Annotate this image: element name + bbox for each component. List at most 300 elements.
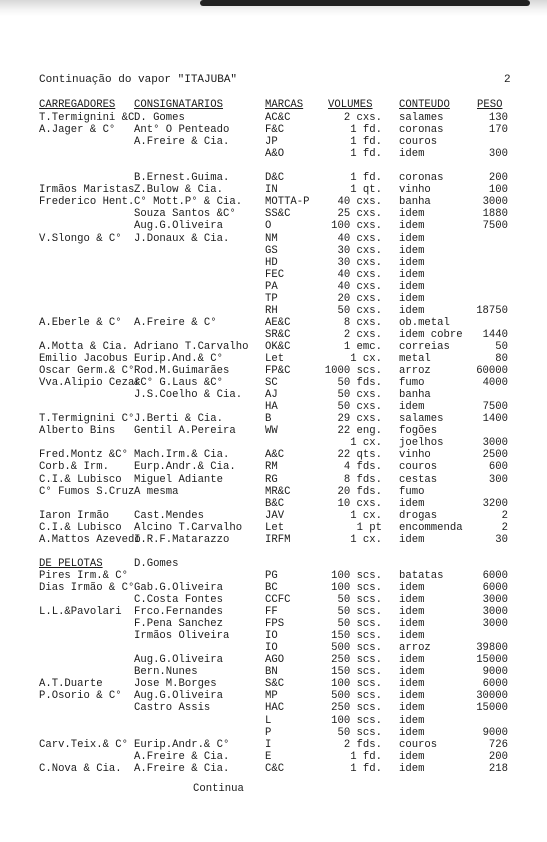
cell-volume: 100 scs.	[331, 581, 382, 594]
cell-consignatario: Miguel Adiante	[134, 473, 224, 486]
cell-consignatario: Adriano T.Carvalho	[134, 340, 249, 353]
table-row	[0, 329, 547, 341]
cell-volume: 20 cxs.	[337, 292, 382, 305]
cell-peso: 218	[488, 762, 508, 775]
cell-marca: S&C	[265, 678, 285, 691]
cell-volume: 30 cxs.	[337, 256, 382, 269]
cell-marca: FPS	[265, 618, 285, 631]
cell-marca: B	[265, 413, 272, 426]
cell-conteudo: idem	[399, 148, 425, 161]
page-number: 2	[504, 74, 511, 86]
cell-consignatario: Frco.Fernandes	[134, 606, 224, 619]
column-header-consignatarios: CONSIGNATARIOS	[134, 99, 224, 111]
table-row	[0, 474, 547, 486]
table-row	[0, 160, 547, 172]
cell-conteudo: correias	[399, 340, 450, 353]
cell-conteudo: arroz	[399, 642, 431, 655]
cell-volume: 1 emc.	[343, 340, 382, 353]
cell-peso: 200	[488, 172, 508, 185]
cell-carregador: Irmãos Maristas	[39, 184, 135, 197]
cell-peso: 726	[488, 738, 508, 751]
cell-conteudo: idem	[399, 714, 425, 727]
cell-carregador: A.Jager & C°	[39, 124, 116, 137]
cell-conteudo: vinho	[399, 184, 431, 197]
cell-carregador: Alberto Bins	[39, 425, 116, 438]
cell-peso: 9000	[482, 666, 508, 679]
cell-conteudo: encommenda	[399, 521, 463, 534]
table-row	[0, 401, 547, 413]
cell-carregador: DE PELOTAS	[39, 557, 103, 570]
cell-carregador: A.Eberle & C°	[39, 316, 122, 329]
cell-peso: 60000	[476, 365, 508, 378]
cell-marca: O	[265, 220, 272, 233]
cell-consignatario: F.Pena Sanchez	[134, 618, 224, 631]
cell-conteudo: cestas	[399, 473, 438, 486]
column-header-volumes: VOLUMES	[328, 99, 373, 111]
table-row	[0, 413, 547, 425]
cell-marca: RG	[265, 473, 278, 486]
cell-marca: TP	[265, 292, 278, 305]
cell-volume: 29 cxs.	[337, 413, 382, 426]
cell-conteudo: idem	[399, 618, 425, 631]
cell-marca: E	[265, 750, 272, 763]
cell-marca: PG	[265, 569, 278, 582]
page-title: Continuação do vapor "ITAJUBA"	[39, 74, 238, 86]
cell-conteudo: idem	[399, 594, 425, 606]
cell-volume: 20 fds.	[337, 485, 382, 498]
cell-volume: 50 fds.	[337, 377, 382, 390]
cell-volume: 250 scs.	[331, 702, 382, 715]
cell-volume: 40 cxs.	[337, 280, 382, 293]
table-row	[0, 582, 547, 594]
cell-volume: 1 fd.	[350, 750, 382, 763]
cell-peso: 7500	[482, 220, 508, 233]
cell-peso: 170	[488, 124, 508, 137]
cell-carregador: Vva.Alipio Cezar	[39, 377, 141, 390]
cell-volume: 1 qt.	[350, 184, 382, 197]
cell-peso: 3200	[482, 497, 508, 510]
cell-marca: Let	[265, 353, 285, 365]
cell-conteudo: idem	[399, 292, 425, 305]
cell-volume: 50 cxs.	[337, 389, 382, 402]
cell-carregador: P.Osorio & C°	[39, 690, 122, 703]
table-row	[0, 196, 547, 208]
cell-volume: 250 scs.	[331, 654, 382, 667]
cell-conteudo: coronas	[399, 124, 444, 137]
table-row	[0, 678, 547, 690]
cell-carregador: C° Fumos S.Cruz	[39, 485, 135, 498]
cell-marca: Let	[265, 521, 285, 534]
cell-volume: 50 cxs.	[337, 304, 382, 317]
cell-carregador: C.I.& Lubisco	[39, 473, 122, 486]
cell-conteudo: idem	[399, 220, 425, 233]
cell-conteudo: idem	[399, 208, 425, 221]
cell-volume: 22 qts.	[337, 449, 382, 462]
cell-conteudo: idem	[399, 762, 425, 775]
cell-volume: 8 fds.	[343, 473, 382, 486]
cell-consignatario: J.Berti & Cia.	[134, 413, 224, 426]
cell-conteudo: idem	[399, 666, 425, 679]
cell-conteudo: idem	[399, 690, 425, 703]
cell-volume: 40 cxs.	[337, 196, 382, 209]
cell-consignatario: C.Costa Fontes	[134, 594, 224, 606]
cell-conteudo: idem	[399, 630, 425, 643]
cell-marca: AC&C	[265, 112, 291, 124]
table-row	[0, 702, 547, 714]
cell-volume: 100 scs.	[331, 569, 382, 582]
table-row	[0, 281, 547, 293]
table-row	[0, 534, 547, 546]
cell-consignatario: C° Mott.P° & Cia.	[134, 196, 243, 209]
cell-volume: 4 fds.	[343, 461, 382, 474]
cell-conteudo: idem cobre	[399, 328, 463, 341]
table-row	[0, 449, 547, 461]
cell-volume: 40 cxs.	[337, 268, 382, 281]
column-header-marcas: MARCAS	[265, 99, 304, 111]
cell-marca: FF	[265, 606, 278, 619]
cell-peso: 15000	[476, 702, 508, 715]
cell-consignatario: Irmãos Oliveira	[134, 630, 230, 643]
cell-consignatario: Eurip.And.& C°	[134, 353, 224, 365]
cell-volume: 150 scs.	[331, 630, 382, 643]
table-row	[0, 570, 547, 582]
column-header-carregadores: CARREGADORES	[39, 99, 116, 111]
cell-conteudo: ob.metal	[399, 316, 450, 329]
table-row	[0, 618, 547, 630]
cell-carregador: V.Slongo & C°	[39, 232, 122, 245]
cell-peso: 3000	[482, 196, 508, 209]
table-row	[0, 666, 547, 678]
cell-peso: 30	[495, 533, 508, 546]
cell-consignatario: Gab.G.Oliveira	[134, 581, 224, 594]
cell-volume: 50 scs.	[337, 726, 382, 739]
table-row	[0, 546, 547, 558]
cell-marca: SR&C	[265, 328, 291, 341]
cell-peso: 300	[488, 148, 508, 161]
cell-carregador: Emilio Jacobus	[39, 353, 129, 365]
table-row	[0, 257, 547, 269]
cell-carregador: C.Nova & Cia.	[39, 762, 122, 775]
cell-marca: FEC	[265, 268, 285, 281]
cell-peso: 1440	[482, 328, 508, 341]
cell-volume: 50 scs.	[337, 606, 382, 619]
cell-conteudo: couros	[399, 738, 438, 751]
cell-peso: 2500	[482, 449, 508, 462]
table-row	[0, 208, 547, 220]
cell-peso: 600	[488, 461, 508, 474]
cell-consignatario: Bern.Nunes	[134, 666, 198, 679]
cell-volume: 50 scs.	[337, 594, 382, 606]
cell-marca: F&C	[265, 124, 285, 137]
cell-carregador: Frederico Hent.	[39, 196, 135, 209]
cell-marca: AE&C	[265, 316, 291, 329]
cell-volume: 150 scs.	[331, 666, 382, 679]
table-row	[0, 437, 547, 449]
cell-conteudo: idem	[399, 268, 425, 281]
table-row	[0, 112, 547, 124]
table-row	[0, 510, 547, 522]
cell-conteudo: fumo	[399, 485, 425, 498]
table-row	[0, 606, 547, 618]
cell-volume: 100 cxs.	[331, 220, 382, 233]
table-row	[0, 630, 547, 642]
cell-marca: HD	[265, 256, 278, 269]
cell-peso: 3000	[482, 606, 508, 619]
cell-peso: 18750	[476, 304, 508, 317]
cell-peso: 130	[488, 112, 508, 124]
table-row	[0, 751, 547, 763]
cell-consignatario: J.Donaux & Cia.	[134, 232, 230, 245]
cell-carregador: A.Motta & Cia.	[39, 340, 129, 353]
table-row	[0, 245, 547, 257]
column-header-peso: PESO	[477, 99, 503, 111]
cell-consignatario: Alcino T.Carvalho	[134, 521, 243, 534]
cell-peso: 6000	[482, 581, 508, 594]
cell-volume: 1 fd.	[350, 172, 382, 185]
cell-volume: 2 cxs.	[343, 328, 382, 341]
cell-carregador: T.Termignini &C	[39, 112, 135, 124]
cell-consignatario: Aug.G.Oliveira	[134, 654, 224, 667]
cell-volume: 1 cx.	[350, 509, 382, 522]
cell-peso: 6000	[482, 678, 508, 691]
cell-marca: P	[265, 726, 272, 739]
cell-peso: 7500	[482, 401, 508, 414]
cell-carregador: Fred.Montz &C°	[39, 449, 129, 462]
cell-conteudo: idem	[399, 497, 425, 510]
cell-volume: 1 fd.	[350, 136, 382, 149]
cell-consignatario: Aug.G.Oliveira	[134, 690, 224, 703]
cell-consignatario: A.Freire & Cia.	[134, 762, 230, 775]
cell-consignatario: I.R.F.Matarazzo	[134, 533, 230, 546]
cell-peso: 100	[488, 184, 508, 197]
cell-volume: 8 cxs.	[343, 316, 382, 329]
cell-conteudo: banha	[399, 196, 431, 209]
cell-consignatario: Rod.M.Guimarães	[134, 365, 230, 378]
cell-marca: C&C	[265, 762, 285, 775]
cell-consignatario: Eurp.Andr.& Cia.	[134, 461, 236, 474]
cell-consignatario: Ant° O Penteado	[134, 124, 230, 137]
cell-peso: 6000	[482, 569, 508, 582]
cell-conteudo: batatas	[399, 569, 444, 582]
cell-peso: 3000	[482, 437, 508, 450]
cell-marca: A&C	[265, 449, 285, 462]
cell-peso: 300	[488, 473, 508, 486]
cell-marca: B&C	[265, 497, 285, 510]
cell-volume: 1 pt	[356, 521, 382, 534]
table-row	[0, 461, 547, 473]
table-row	[0, 558, 547, 570]
table-row	[0, 172, 547, 184]
cell-peso: 1400	[482, 413, 508, 426]
cell-volume: 1 fd.	[350, 124, 382, 137]
table-row	[0, 317, 547, 329]
cell-volume: 100 scs.	[331, 678, 382, 691]
table-row	[0, 594, 547, 606]
cell-conteudo: idem	[399, 654, 425, 667]
table-row	[0, 498, 547, 510]
cell-carregador: Corb.& Irm.	[39, 461, 109, 474]
cell-consignatario: B.Ernest.Guima.	[134, 172, 230, 185]
column-header-conteudo: CONTEUDO	[399, 99, 450, 111]
cell-carregador: Iaron Irmão	[39, 509, 109, 522]
cell-marca: OK&C	[265, 340, 291, 353]
cell-consignatario: A mesma	[134, 485, 179, 498]
continued-note: Continua	[193, 783, 244, 795]
cell-marca: JP	[265, 136, 278, 149]
cell-marca: IN	[265, 184, 278, 197]
table-row	[0, 269, 547, 281]
table-row	[0, 184, 547, 196]
table-row	[0, 305, 547, 317]
cell-marca: PA	[265, 280, 278, 293]
cell-carregador: Carv.Teix.& C°	[39, 738, 129, 751]
cell-volume: 500 scs.	[331, 642, 382, 655]
cell-carregador: A.T.Duarte	[39, 678, 103, 691]
cell-carregador: A.Mattos Azevedo	[39, 533, 141, 546]
cell-consignatario: J.S.Coelho & Cia.	[134, 389, 243, 402]
cell-conteudo: idem	[399, 678, 425, 691]
cell-marca: IO	[265, 630, 278, 643]
cell-consignatario: A.Freire & Cia.	[134, 750, 230, 763]
table-row	[0, 136, 547, 148]
cell-marca: I	[265, 738, 272, 751]
table-row	[0, 642, 547, 654]
cell-marca: SC	[265, 377, 278, 390]
cell-peso: 50	[495, 340, 508, 353]
cell-conteudo: idem	[399, 280, 425, 293]
table-row	[0, 389, 547, 401]
table-row	[0, 233, 547, 245]
cell-marca: HA	[265, 401, 278, 414]
cell-marca: JAV	[265, 509, 285, 522]
table-row	[0, 124, 547, 136]
table-row	[0, 486, 547, 498]
cell-marca: BC	[265, 581, 278, 594]
cell-conteudo: vinho	[399, 449, 431, 462]
table-row	[0, 293, 547, 305]
cell-marca: HAC	[265, 702, 285, 715]
cell-conteudo: idem	[399, 533, 425, 546]
cell-conteudo: idem	[399, 606, 425, 619]
cell-consignatario: Eurip.Andr.& C°	[134, 738, 230, 751]
cell-conteudo: drogas	[399, 509, 438, 522]
cell-marca: NM	[265, 232, 278, 245]
cell-volume: 1000 scs.	[324, 365, 382, 378]
cell-conteudo: idem	[399, 726, 425, 739]
cell-consignatario: Jose M.Borges	[134, 678, 217, 691]
cell-marca: RM	[265, 461, 278, 474]
cell-conteudo: arroz	[399, 365, 431, 378]
cell-volume: 22 eng.	[337, 425, 382, 438]
cell-marca: A&O	[265, 148, 285, 161]
cell-volume: 1 cx.	[350, 437, 382, 450]
cell-consignatario: A.Freire & Cia.	[134, 136, 230, 149]
cell-conteudo: fumo	[399, 377, 425, 390]
cell-conteudo: salames	[399, 413, 444, 426]
cell-carregador: T.Termignini C°	[39, 413, 135, 426]
cell-marca: BN	[265, 666, 278, 679]
cell-volume: 40 cxs.	[337, 232, 382, 245]
cell-marca: AJ	[265, 389, 278, 402]
cell-conteudo: idem	[399, 750, 425, 763]
cell-peso: 80	[495, 353, 508, 365]
table-row	[0, 353, 547, 365]
table-row	[0, 727, 547, 739]
cell-volume: 1 cx.	[350, 353, 382, 365]
cell-marca: MOTTA-P	[265, 196, 310, 209]
table-row	[0, 425, 547, 437]
cell-volume: 2 fds.	[343, 738, 382, 751]
cell-consignatario: Gentil A.Pereira	[134, 425, 236, 438]
cell-peso: 15000	[476, 654, 508, 667]
cell-conteudo: metal	[399, 353, 431, 365]
cell-volume: 50 cxs.	[337, 401, 382, 414]
cell-conteudo: joelhos	[399, 437, 444, 450]
cell-consignatario: Mach.Irm.& Cia.	[134, 449, 230, 462]
cell-consignatario: D.Gomes	[134, 557, 179, 570]
cell-consignatario: Aug.G.Oliveira	[134, 220, 224, 233]
cell-peso: 39800	[476, 642, 508, 655]
cell-marca: D&C	[265, 172, 285, 185]
cell-marca: MP	[265, 690, 278, 703]
cell-conteudo: banha	[399, 389, 431, 402]
cell-peso: 200	[488, 750, 508, 763]
cell-marca: MR&C	[265, 485, 291, 498]
cell-conteudo: idem	[399, 702, 425, 715]
table-row	[0, 739, 547, 751]
cell-conteudo: couros	[399, 136, 438, 149]
cell-conteudo: idem	[399, 401, 425, 414]
cell-consignatario: Castro Assis	[134, 702, 211, 715]
cell-consignatario: &C° G.Laus &C°	[134, 377, 224, 390]
cell-consignatario: Z.Bulow & Cia.	[134, 184, 224, 197]
cell-consignatario: A.Freire & C°	[134, 316, 217, 329]
cell-consignatario: Souza Santos &C°	[134, 208, 236, 221]
cell-carregador: C.I.& Lubisco	[39, 521, 122, 534]
cell-marca: WW	[265, 425, 278, 438]
cell-peso: 3000	[482, 618, 508, 631]
cell-conteudo: idem	[399, 304, 425, 317]
cell-volume: 2 cxs.	[343, 112, 382, 124]
cell-marca: IO	[265, 642, 278, 655]
cell-volume: 10 cxs.	[337, 497, 382, 510]
cell-peso: 9000	[482, 726, 508, 739]
table-row	[0, 690, 547, 702]
cell-marca: AGO	[265, 654, 285, 667]
cell-marca: FP&C	[265, 365, 291, 378]
cell-peso: 30000	[476, 690, 508, 703]
cell-conteudo: fogões	[399, 425, 438, 438]
cell-peso: 1880	[482, 208, 508, 221]
cell-marca: IRFM	[265, 533, 291, 546]
cell-volume: 1 fd.	[350, 148, 382, 161]
cell-volume: 30 cxs.	[337, 244, 382, 257]
cell-volume: 500 scs.	[331, 690, 382, 703]
cell-marca: SS&C	[265, 208, 291, 221]
table-row	[0, 341, 547, 353]
cell-consignatario: Cast.Mendes	[134, 509, 204, 522]
cell-conteudo: idem	[399, 232, 425, 245]
cell-conteudo: idem	[399, 256, 425, 269]
table-row	[0, 377, 547, 389]
cell-marca: CCFC	[265, 594, 291, 606]
cell-conteudo: salames	[399, 112, 444, 124]
cell-conteudo: idem	[399, 244, 425, 257]
cell-peso: 2	[501, 521, 508, 534]
cell-volume: 100 scs.	[331, 714, 382, 727]
cell-peso: 3000	[482, 594, 508, 606]
table-row	[0, 522, 547, 534]
